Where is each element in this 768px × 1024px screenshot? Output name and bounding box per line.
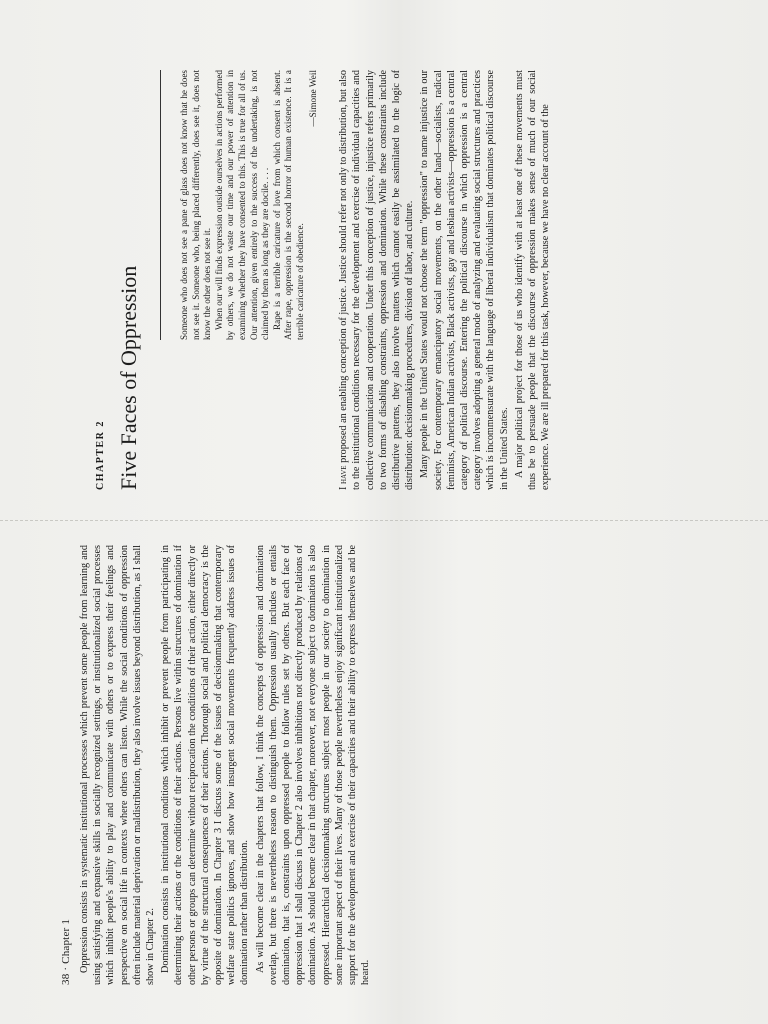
paragraph-oppression-term: Many people in the United States would not choose the term "oppression" to name injustice in our society. For contemporary emancipatory social movements, on the other hand—socialists, radical feminists, American Indian activists, Black activists, gay and lesbian activists—oppression is a central category of political discourse. Entering the political discourse in which oppression is a central category involves adopting a general mode of analyzing and evaluating social structures and practices which is incommensurate with the language of liberal individualism that dominates political discourse in the United States. <box>419 70 510 490</box>
paragraph-political-project: A major political project for those of us who identify with at least one of these movements must thus be to persuade people that the discourse of oppression makes sense of much of our social experience. We are ill prepared for this task, however, because we have no clear account of the <box>513 70 552 490</box>
right-body-text <box>337 70 552 490</box>
running-head: 38 · Chapter 1 <box>60 918 72 985</box>
epigraph-attribution: —Simone Weil <box>307 70 318 127</box>
paragraph-enabling-justice <box>337 70 416 490</box>
epigraph-rule <box>160 70 161 340</box>
right-page <box>95 70 685 490</box>
epigraph-paragraph: When our will finds expression outside ourselves in actions performed by others, we do not waste our time and our power of attention in examining whether they have consented to this. This is true for all of us. Our attention, given entirely to the success of the undertaking, is not claimed by them as long as they are docile. . . . <box>213 70 271 340</box>
page-gutter <box>0 520 768 522</box>
paragraph-overlap: As will become clear in the chapters that follow, I think the concepts of oppression and domination overlap, but there is nevertheless reason to distinguish them. Oppression usually includes or entails domination, that is, constraints upon oppressed people to follow rules set by others. But each face of oppression that I shall discuss in Chapter 2 also involves inhibitions not directly produced by relations of domination. As should become clear in that chapter, moreover, not everyone subject to domination is also oppressed. Hierarchical decisionmaking structures subject most people in our society to domination in some important aspect of their lives. Many of those people nevertheless enjoy significant institutionalized support for the development and exercise of their capacities and their ability to express themselves and be heard. <box>254 545 372 985</box>
left-page <box>60 545 500 985</box>
left-body-text <box>78 545 372 985</box>
lead-in: I have <box>338 465 350 490</box>
chapter-title: Five Faces of Oppression <box>116 265 141 490</box>
epigraph-paragraph: Rape is a terrible caricature of love from which consent is absent. After rape, oppression is the second horror of human existence. It is a terrible caricature of obedience. <box>271 70 305 340</box>
epigraph-paragraph: Someone who does not see a pane of glass does not know that he does not see it. Someone who, being placed differently, does see it, does not know the other does not see it. <box>179 70 213 340</box>
epigraph <box>179 70 319 340</box>
paragraph-oppression: Oppression consists in systematic institutional processes which prevent some people from learning and using satisfying and expansive skills in socially recognized settings, or institutionalized social processes which inhibit people's ability to play and communicate with others or to express their feelings and perspective on social life in contexts where others can listen. While the social conditions of oppression often include material deprivation or maldistribution, they also involve issues beyond distribution, as I shall show in Chapter 2. <box>79 545 157 985</box>
chapter-label: CHAPTER 2 <box>95 420 106 490</box>
paragraph-domination: Domination consists in institutional conditions which inhibit or prevent people from participating in determining their actions or the conditions of their actions. Persons live within structures of domination if other persons or groups can determine without reciprocation the conditions of their action, either directly or by virtue of the structural consequences of their actions. Thorough social and political democracy is the opposite of domination. In Chapter 3 I discuss some of the issues of decisionmaking that contemporary welfare state politics ignores, and show how insurgent social movements frequently address issues of domination rather than distribution. <box>160 545 251 985</box>
paragraph-text: proposed an enabling conception of justice. Justice should refer not only to distribution, but also to the institutional conditions necessary for the development and exercise of individual capacities and collective communication and cooperation. Under this conception of justice, injustice refers primarily to two forms of disabling constraints, oppression and domination. While these constraints include distributive patterns, they also involve matters which cannot easily be assimilated to the logic of distribution: decisionmaking procedures, division of labor, and culture. <box>338 70 416 490</box>
